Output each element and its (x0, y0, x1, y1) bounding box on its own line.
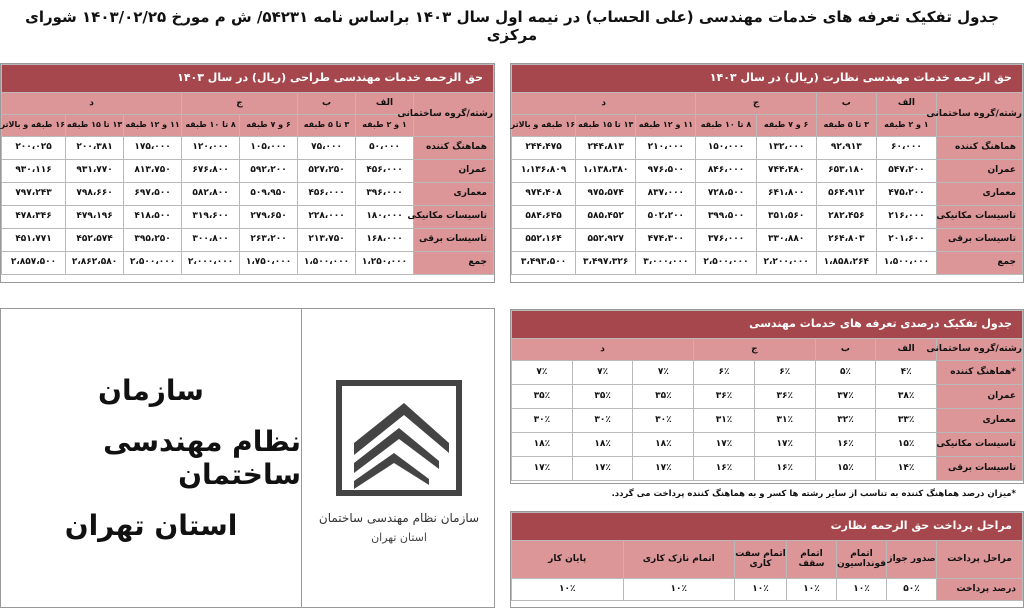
table-cell: ۷۴۴،۴۸۰ (756, 160, 816, 183)
floor-header: ۶ و ۷ طبقه (756, 115, 816, 137)
supervision-fee-table (510, 63, 1024, 283)
table-cell: ۶۴۱،۸۰۰ (756, 183, 816, 206)
table-cell: ۳۷۶،۰۰۰ (696, 229, 756, 252)
table-cell: ۲۰۰،۰۲۵ (2, 137, 66, 160)
table-cell: ۴۵۶،۰۰۰ (298, 183, 356, 206)
table-cell: ۳۱۹،۶۰۰ (182, 206, 240, 229)
organization-panel (0, 308, 495, 608)
table-cell: ۹۷۵،۵۷۴ (576, 183, 636, 206)
table-cell: ۱۰٪ (512, 579, 624, 601)
table-cell: ۳۹۹،۵۰۰ (696, 206, 756, 229)
row-label: معماری (414, 183, 494, 206)
group-header-be: ب (298, 93, 356, 115)
table-cell: ۵۲۷،۲۵۰ (298, 160, 356, 183)
floor-header: ۸ تا ۱۰ طبقه (182, 115, 240, 137)
group-header-dal: د (512, 339, 694, 361)
table-cell: ۴۷۵،۲۰۰ (876, 183, 936, 206)
table-cell: ۱،۸۵۸،۲۶۴ (816, 252, 876, 275)
table-cell: ۱۰٪ (787, 579, 837, 601)
table-cell: ۳۶٪ (694, 385, 755, 409)
row-label: معماری (937, 183, 1023, 206)
table-cell: ۲۴۴،۸۱۳ (576, 137, 636, 160)
table-cell: ۶٪ (754, 361, 815, 385)
group-header-be: ب (816, 93, 876, 115)
table-cell: ۱۶٪ (754, 457, 815, 481)
table-cell: ۱،۱۳۸،۳۸۰ (576, 160, 636, 183)
table-cell: ۵۸۴،۶۴۵ (512, 206, 576, 229)
floor-header: ۸ تا ۱۰ طبقه (696, 115, 756, 137)
table-cell: ۳۰٪ (572, 409, 633, 433)
table-cell: ۱،۵۰۰،۰۰۰ (298, 252, 356, 275)
table-row (512, 183, 1023, 206)
table-cell: ۳۳٪ (876, 409, 937, 433)
table-cell: ۲۶۴،۸۰۳ (816, 229, 876, 252)
table-cell: ۴۷۹،۱۹۶ (66, 206, 124, 229)
table-cell: ۲،۰۰۰،۰۰۰ (182, 252, 240, 275)
table-row (512, 206, 1023, 229)
emblem-area (302, 309, 496, 607)
table-cell: ۳۰٪ (512, 409, 573, 433)
emblem-caption: استان تهران (371, 530, 427, 544)
org-name-line: نظام مهندسی ساختمان (103, 425, 301, 491)
table-cell: ۷۲۸،۵۰۰ (696, 183, 756, 206)
row-label: تاسیسات مکانیکی (414, 206, 494, 229)
payment-stages-table (510, 511, 1024, 608)
table-cell: ۱۶٪ (694, 457, 755, 481)
table-cell: ۱،۱۳۶،۸۰۹ (512, 160, 576, 183)
table-cell: ۵۸۲،۸۰۰ (182, 183, 240, 206)
table-cell: ۹۷۴،۴۰۸ (512, 183, 576, 206)
table-cell: ۱۷٪ (512, 457, 573, 481)
row-label: جمع (937, 252, 1023, 275)
floor-header: ۱۱ و ۱۲ طبقه (636, 115, 696, 137)
floor-header: ۱ و ۲ طبقه (356, 115, 414, 137)
table-cell: ۳۰٪ (633, 409, 694, 433)
table-cell: ۱۰٪ (623, 579, 735, 601)
table-cell: ۴۵۱،۷۷۱ (2, 229, 66, 252)
table-row (2, 229, 494, 252)
table-cell: ۷۵،۰۰۰ (298, 137, 356, 160)
table-cell: ۹۳۱،۷۷۰ (66, 160, 124, 183)
supervision-table-title: حق الزحمه خدمات مهندسی نظارت (ریال) در سال ۱۴۰۳ (512, 65, 1023, 93)
row-label: جمع (414, 252, 494, 275)
percentage-corner-header: رشته/گروه ساختمانی (937, 339, 1023, 361)
table-cell: ۲۶۳،۲۰۰ (240, 229, 298, 252)
table-cell: ۱،۷۵۰،۰۰۰ (240, 252, 298, 275)
floor-header: ۱ و ۲ طبقه (876, 115, 936, 137)
table-cell: ۵۹۲،۲۰۰ (240, 160, 298, 183)
table-cell: ۱۷٪ (572, 457, 633, 481)
row-label: عمران (937, 160, 1023, 183)
table-cell: ۲۰۱،۶۰۰ (876, 229, 936, 252)
design-table-title: حق الزحمه خدمات مهندسی طراحی (ریال) در سال ۱۴۰۳ (2, 65, 494, 93)
table-cell: ۱،۵۰۰،۰۰۰ (876, 252, 936, 275)
table-cell: ۵۵۲،۹۲۷ (576, 229, 636, 252)
table-cell: ۱۰٪ (735, 579, 787, 601)
row-label: تاسیسات برقی (937, 229, 1023, 252)
table-cell: ۱۴٪ (876, 457, 937, 481)
organization-name (1, 309, 301, 607)
table-cell: ۶۹۷،۵۰۰ (124, 183, 182, 206)
group-header-jim: ج (694, 339, 815, 361)
table-cell: ۲۱۰،۰۰۰ (636, 137, 696, 160)
floor-header: ۱۳ تا ۱۵ طبقه (66, 115, 124, 137)
table-cell: ۳۹۵،۲۵۰ (124, 229, 182, 252)
design-fee-table (0, 63, 495, 283)
table-cell: ۳۵٪ (572, 385, 633, 409)
row-label: تاسیسات برقی (414, 229, 494, 252)
table-cell: ۳۶٪ (754, 385, 815, 409)
org-name-line: استان تهران (64, 509, 238, 542)
table-cell: ۳۱٪ (694, 409, 755, 433)
table-cell: ۸۱۳،۷۵۰ (124, 160, 182, 183)
emblem-caption: سازمان نظام مهندسی ساختمان (318, 510, 480, 525)
table-cell: ۵۴۷،۲۰۰ (876, 160, 936, 183)
table-cell: ۴۵۶،۰۰۰ (356, 160, 414, 183)
table-cell: ۱۰٪ (837, 579, 887, 601)
table-cell: ۱۸٪ (633, 433, 694, 457)
floor-header: ۳ تا ۵ طبقه (816, 115, 876, 137)
table-cell: ۳۵٪ (633, 385, 694, 409)
group-header-alef: الف (876, 93, 936, 115)
table-cell: ۵۵۲،۱۶۴ (512, 229, 576, 252)
table-cell: ۲۱۶،۰۰۰ (876, 206, 936, 229)
table-cell: ۱۳۲،۰۰۰ (756, 137, 816, 160)
table-row (512, 385, 1023, 409)
table-cell: ۴۷۴،۳۰۰ (636, 229, 696, 252)
stage-header: پایان کار (512, 541, 624, 579)
table-cell: ۷٪ (633, 361, 694, 385)
table-cell: ۲،۸۵۷،۵۰۰ (2, 252, 66, 275)
table-cell: ۵۶۴،۹۱۲ (816, 183, 876, 206)
table-cell: ۹۳۰،۱۱۶ (2, 160, 66, 183)
table-cell: ۳۰۰،۸۰۰ (182, 229, 240, 252)
table-cell: ۲،۵۰۰،۰۰۰ (124, 252, 182, 275)
table-cell: ۳۷٪ (815, 385, 876, 409)
row-label: هماهنگ کننده (414, 137, 494, 160)
table-row-total (512, 252, 1023, 275)
group-header-jim: ج (182, 93, 298, 115)
table-cell: ۵٪ (815, 361, 876, 385)
supervision-corner-header: رشته/گروه ساختمانی (937, 93, 1023, 137)
table-cell: ۱۷٪ (694, 433, 755, 457)
percentage-table-title: جدول تفکیک درصدی تعرفه های خدمات مهندسی (512, 311, 1023, 339)
table-cell: ۱۷۵،۰۰۰ (124, 137, 182, 160)
table-cell: ۵۰٪ (887, 579, 937, 601)
table-cell: ۶۵۳،۱۸۰ (816, 160, 876, 183)
table-row (2, 137, 494, 160)
organization-logo-icon (329, 373, 469, 503)
table-row (2, 206, 494, 229)
table-cell: ۸۴۶،۰۰۰ (696, 160, 756, 183)
coordinator-footnote: *میزان درصد هماهنگ کننده به تناسب از سایر رشته ها کسر و به هماهنگ کننده پرداخت می گردد. (611, 489, 1016, 499)
group-header-jim: ج (696, 93, 816, 115)
table-cell: ۵۸۵،۴۵۲ (576, 206, 636, 229)
table-cell: ۲۴۴،۴۷۵ (512, 137, 576, 160)
table-cell: ۱۷٪ (633, 457, 694, 481)
table-cell: ۷٪ (512, 361, 573, 385)
row-label: عمران (937, 385, 1023, 409)
group-header-alef: الف (876, 339, 937, 361)
table-cell: ۵۰۹،۹۵۰ (240, 183, 298, 206)
table-cell: ۱۵۰،۰۰۰ (696, 137, 756, 160)
row-label: تاسیسات مکانیکی (937, 433, 1023, 457)
group-header-alef: الف (356, 93, 414, 115)
table-cell: ۳۹۶،۰۰۰ (356, 183, 414, 206)
table-cell: ۱۲۰،۰۰۰ (182, 137, 240, 160)
table-cell: ۳۸٪ (876, 385, 937, 409)
table-cell: ۷۹۸،۶۶۰ (66, 183, 124, 206)
row-label: تاسیسات برقی (937, 457, 1023, 481)
table-cell: ۶۰،۰۰۰ (876, 137, 936, 160)
group-header-be: ب (815, 339, 876, 361)
group-header-dal: د (512, 93, 696, 115)
table-cell: ۱۶۸،۰۰۰ (356, 229, 414, 252)
table-cell: ۵۰،۰۰۰ (356, 137, 414, 160)
row-label: عمران (414, 160, 494, 183)
table-cell: ۱۶٪ (815, 433, 876, 457)
floor-header: ۳ تا ۵ طبقه (298, 115, 356, 137)
table-cell: ۳۱٪ (754, 409, 815, 433)
table-cell: ۱،۲۵۰،۰۰۰ (356, 252, 414, 275)
floor-header: ۶ و ۷ طبقه (240, 115, 298, 137)
page-title: جدول تفکیک تعرفه های خدمات مهندسی (علی الحساب) در نیمه اول سال ۱۴۰۳ براساس نامه ۵۴۲۳۱/ ش م مورخ ۱۴۰۳/۰۲/۲۵ شورای مرکزی (25, 8, 999, 44)
table-row (512, 160, 1023, 183)
table-cell: ۷۹۷،۲۴۳ (2, 183, 66, 206)
table-row (512, 137, 1023, 160)
table-cell: ۱۸٪ (572, 433, 633, 457)
payment-row-header: مراحل پرداخت (937, 541, 1023, 579)
floor-header: ۱۱ و ۱۲ طبقه (124, 115, 182, 137)
group-header-dal: د (2, 93, 182, 115)
table-row (512, 229, 1023, 252)
table-cell: ۲۷۹،۶۵۰ (240, 206, 298, 229)
table-cell: ۵۰۲،۲۰۰ (636, 206, 696, 229)
table-row (2, 160, 494, 183)
row-label: هماهنگ کننده (937, 137, 1023, 160)
table-cell: ۱۸۰،۰۰۰ (356, 206, 414, 229)
percentage-breakdown-table (510, 309, 1024, 484)
table-cell: ۲،۵۰۰،۰۰۰ (696, 252, 756, 275)
table-row-total (2, 252, 494, 275)
stage-header: صدور جواز (887, 541, 937, 579)
table-cell: ۳۵۱،۵۶۰ (756, 206, 816, 229)
row-label: درصد پرداخت (937, 579, 1023, 601)
table-row (512, 457, 1023, 481)
table-cell: ۳۵٪ (512, 385, 573, 409)
table-cell: ۲۲۸،۰۰۰ (298, 206, 356, 229)
table-cell: ۲۱۳،۷۵۰ (298, 229, 356, 252)
stage-header: اتمام سقف (787, 541, 837, 579)
table-row (2, 183, 494, 206)
payment-table-title: مراحل پرداخت حق الزحمه نظارت (512, 513, 1023, 541)
table-cell: ۲۸۲،۴۵۶ (816, 206, 876, 229)
stage-header: اتمام سفت کاری (735, 541, 787, 579)
table-cell: ۴۵۲،۵۷۴ (66, 229, 124, 252)
floor-header: ۱۳ تا ۱۵ طبقه (576, 115, 636, 137)
table-cell: ۸۳۷،۰۰۰ (636, 183, 696, 206)
floor-header: ۱۶ طبقه و بالاتر (2, 115, 66, 137)
table-cell: ۲،۸۶۲،۵۸۰ (66, 252, 124, 275)
stage-header: اتمام فونداسیون (837, 541, 887, 579)
table-cell: ۳۲٪ (815, 409, 876, 433)
table-cell: ۹۲،۹۱۳ (816, 137, 876, 160)
floor-header: ۱۶ طبقه و بالاتر (512, 115, 576, 137)
table-cell: ۱۸٪ (512, 433, 573, 457)
table-cell: ۳،۴۹۳،۵۰۰ (512, 252, 576, 275)
table-row (512, 409, 1023, 433)
table-cell: ۷٪ (572, 361, 633, 385)
row-label: تاسیسات مکانیکی (937, 206, 1023, 229)
table-cell: ۶۷۶،۸۰۰ (182, 160, 240, 183)
table-cell: ۴٪ (876, 361, 937, 385)
row-label: معماری (937, 409, 1023, 433)
table-cell: ۱۵٪ (876, 433, 937, 457)
table-cell: ۲،۲۰۰،۰۰۰ (756, 252, 816, 275)
table-cell: ۳۳۰،۸۸۰ (756, 229, 816, 252)
table-cell: ۴۷۸،۳۴۶ (2, 206, 66, 229)
table-cell: ۱۰۵،۰۰۰ (240, 137, 298, 160)
stage-header: اتمام نازک کاری (623, 541, 735, 579)
table-cell: ۳،۴۹۷،۳۲۶ (576, 252, 636, 275)
table-cell: ۳،۰۰۰،۰۰۰ (636, 252, 696, 275)
table-row (512, 433, 1023, 457)
table-cell: ۱۷٪ (754, 433, 815, 457)
table-row (512, 579, 1023, 601)
table-cell: ۴۱۸،۵۰۰ (124, 206, 182, 229)
table-cell: ۶٪ (694, 361, 755, 385)
design-corner-header: رشته/گروه ساختمانی (414, 93, 494, 137)
table-cell: ۱۵٪ (815, 457, 876, 481)
row-label: *هماهنگ کننده (937, 361, 1023, 385)
table-cell: ۹۷۶،۵۰۰ (636, 160, 696, 183)
org-name-line: سازمان (98, 374, 204, 407)
table-row (512, 361, 1023, 385)
table-cell: ۲۰۰،۳۸۱ (66, 137, 124, 160)
